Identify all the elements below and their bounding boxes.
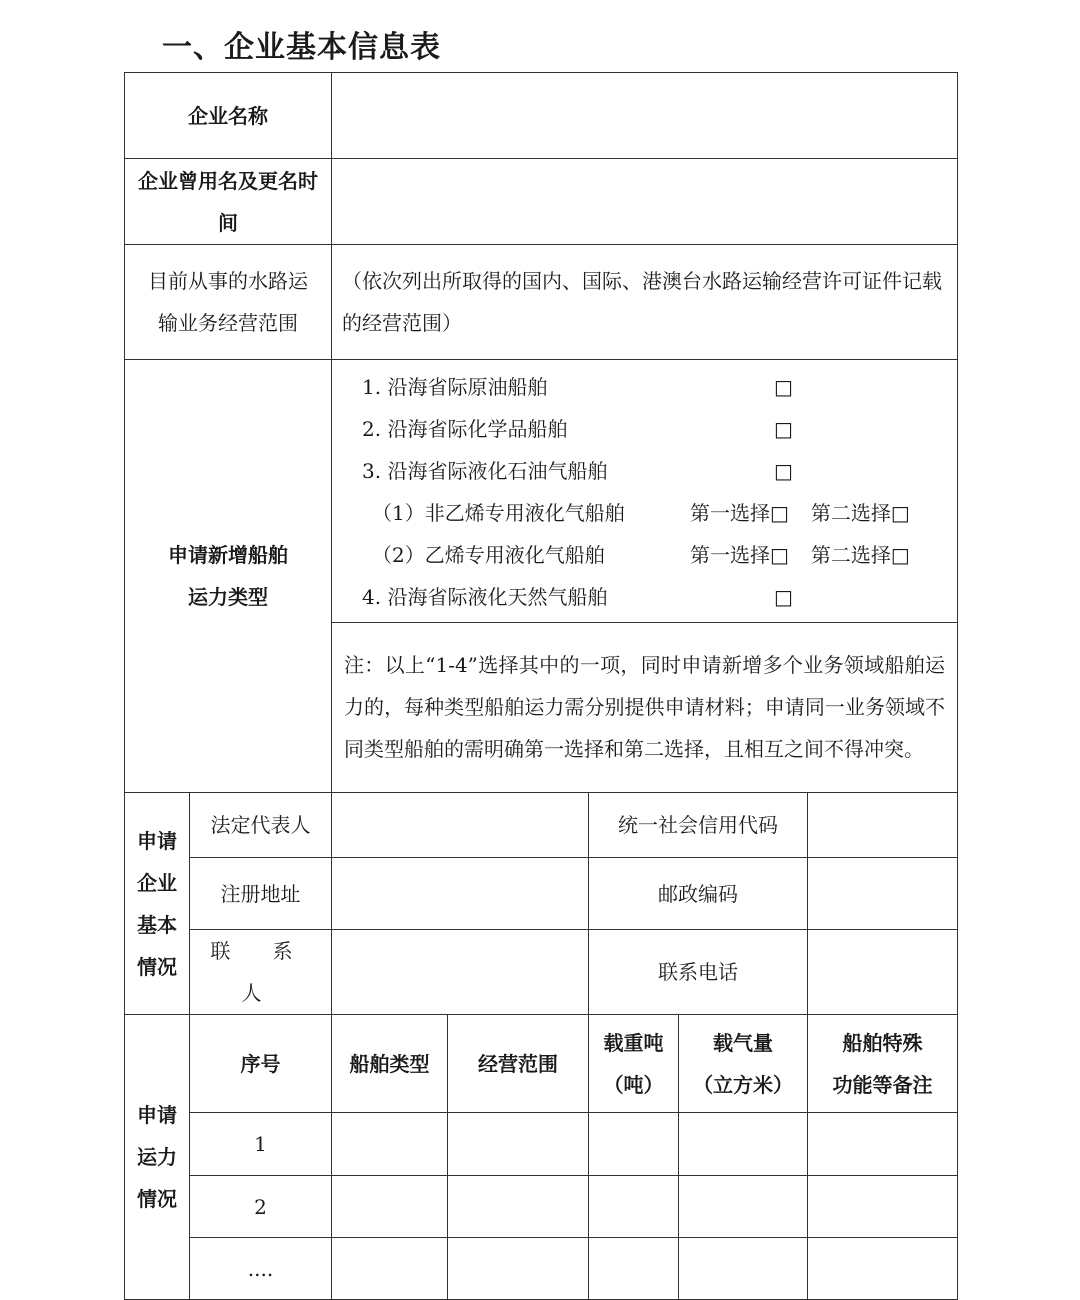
postcode-field[interactable] [808, 858, 958, 930]
sub-option-label: （2）乙烯专用液化气船舶 [372, 543, 605, 567]
header-scope: 经营范围 [448, 1015, 589, 1113]
cell-scope[interactable] [448, 1113, 589, 1176]
option-lpg[interactable] [362, 450, 957, 492]
legal-rep-label: 法定代表人 [190, 793, 332, 858]
option-lng[interactable] [362, 576, 957, 618]
first-choice-checkbox[interactable]: 第一选择□ [690, 543, 789, 567]
row-seq: 1 [190, 1113, 332, 1176]
checkbox[interactable]: □ [774, 417, 793, 441]
current-scope-hint: （依次列出所取得的国内、国际、港澳台水路运输经营许可证件记载的经营范围） [342, 269, 942, 335]
phone-field[interactable] [808, 930, 958, 1015]
checkbox[interactable]: □ [774, 459, 793, 483]
address-field[interactable] [332, 858, 589, 930]
cell-scope[interactable] [448, 1238, 589, 1300]
second-choice-checkbox[interactable]: 第二选择□ [810, 543, 910, 567]
contact-label: 联 系 人 [190, 930, 332, 1015]
header-dwt: 载重吨 （吨） [589, 1015, 679, 1113]
company-name-field[interactable] [332, 73, 958, 159]
row-seq: .... [190, 1238, 332, 1300]
header-ship-type: 船舶类型 [332, 1015, 448, 1113]
selection-note: 注：以上“1-4”选择其中的一项，同时申请新增多个业务领域船舶运力的，每种类型船舶运力需分别提供申请材料；申请同一业务领域不同类型船舶的需明确第一选择和第二选择，且相互之间不得冲突。 [332, 623, 958, 793]
cell-gas[interactable] [679, 1113, 808, 1176]
cell-dwt[interactable] [589, 1113, 679, 1176]
credit-code-field[interactable] [808, 793, 958, 858]
sub-option-label: （1）非乙烯专用液化气船舶 [372, 501, 625, 525]
option-chemical[interactable] [362, 408, 957, 450]
row-seq: 2 [190, 1176, 332, 1238]
option-label: 1. 沿海省际原油船舶 [362, 375, 548, 399]
sub-option-ethylene[interactable] [362, 534, 957, 576]
cell-gas[interactable] [679, 1238, 808, 1300]
former-name-field[interactable] [332, 159, 958, 245]
credit-code-label: 统一社会信用代码 [589, 793, 808, 858]
second-choice-checkbox[interactable]: 第二选择□ [810, 501, 910, 525]
header-remarks: 船舶特殊 功能等备注 [808, 1015, 958, 1113]
header-seq: 序号 [190, 1015, 332, 1113]
checkbox[interactable]: □ [774, 375, 793, 399]
phone-label: 联系电话 [589, 930, 808, 1015]
capacity-section-label: 申请 运力 情况 [125, 1015, 190, 1300]
table-row [125, 1176, 958, 1238]
cell-gas[interactable] [679, 1176, 808, 1238]
postcode-label: 邮政编码 [589, 858, 808, 930]
cell-ship-type[interactable] [332, 1113, 448, 1176]
contact-field[interactable] [332, 930, 589, 1015]
first-choice-checkbox[interactable]: 第一选择□ [690, 501, 789, 525]
cell-remarks[interactable] [808, 1176, 958, 1238]
option-label: 4. 沿海省际液化天然气船舶 [362, 585, 608, 609]
cell-remarks[interactable] [808, 1113, 958, 1176]
page-title: 一、企业基本信息表 [162, 30, 441, 65]
current-scope-label: 目前从事的水路运输业务经营范围 [125, 245, 332, 360]
table-row [125, 1113, 958, 1176]
sub-option-non-ethylene[interactable] [362, 492, 957, 534]
option-label: 3. 沿海省际液化石油气船舶 [362, 459, 608, 483]
capacity-options [332, 360, 958, 623]
new-capacity-label-line1: 申请新增船舶 [168, 543, 288, 567]
legal-rep-field[interactable] [332, 793, 589, 858]
header-gas-capacity: 载气量 （立方米） [679, 1015, 808, 1113]
cell-dwt[interactable] [589, 1238, 679, 1300]
new-capacity-label-line2: 运力类型 [188, 585, 268, 609]
new-capacity-type-label [125, 360, 332, 793]
current-scope-field[interactable] [332, 245, 958, 360]
table-row [125, 1238, 958, 1300]
address-label: 注册地址 [190, 858, 332, 930]
company-info-form [124, 72, 958, 1300]
former-name-label: 企业曾用名及更名时间 [125, 159, 332, 245]
checkbox[interactable]: □ [774, 585, 793, 609]
basic-info-section-label: 申请 企业 基本 情况 [125, 793, 190, 1015]
cell-ship-type[interactable] [332, 1176, 448, 1238]
cell-ship-type[interactable] [332, 1238, 448, 1300]
cell-remarks[interactable] [808, 1238, 958, 1300]
cell-scope[interactable] [448, 1176, 589, 1238]
cell-dwt[interactable] [589, 1176, 679, 1238]
option-label: 2. 沿海省际化学品船舶 [362, 417, 568, 441]
option-crude-oil[interactable] [362, 366, 957, 408]
company-name-label: 企业名称 [125, 73, 332, 159]
